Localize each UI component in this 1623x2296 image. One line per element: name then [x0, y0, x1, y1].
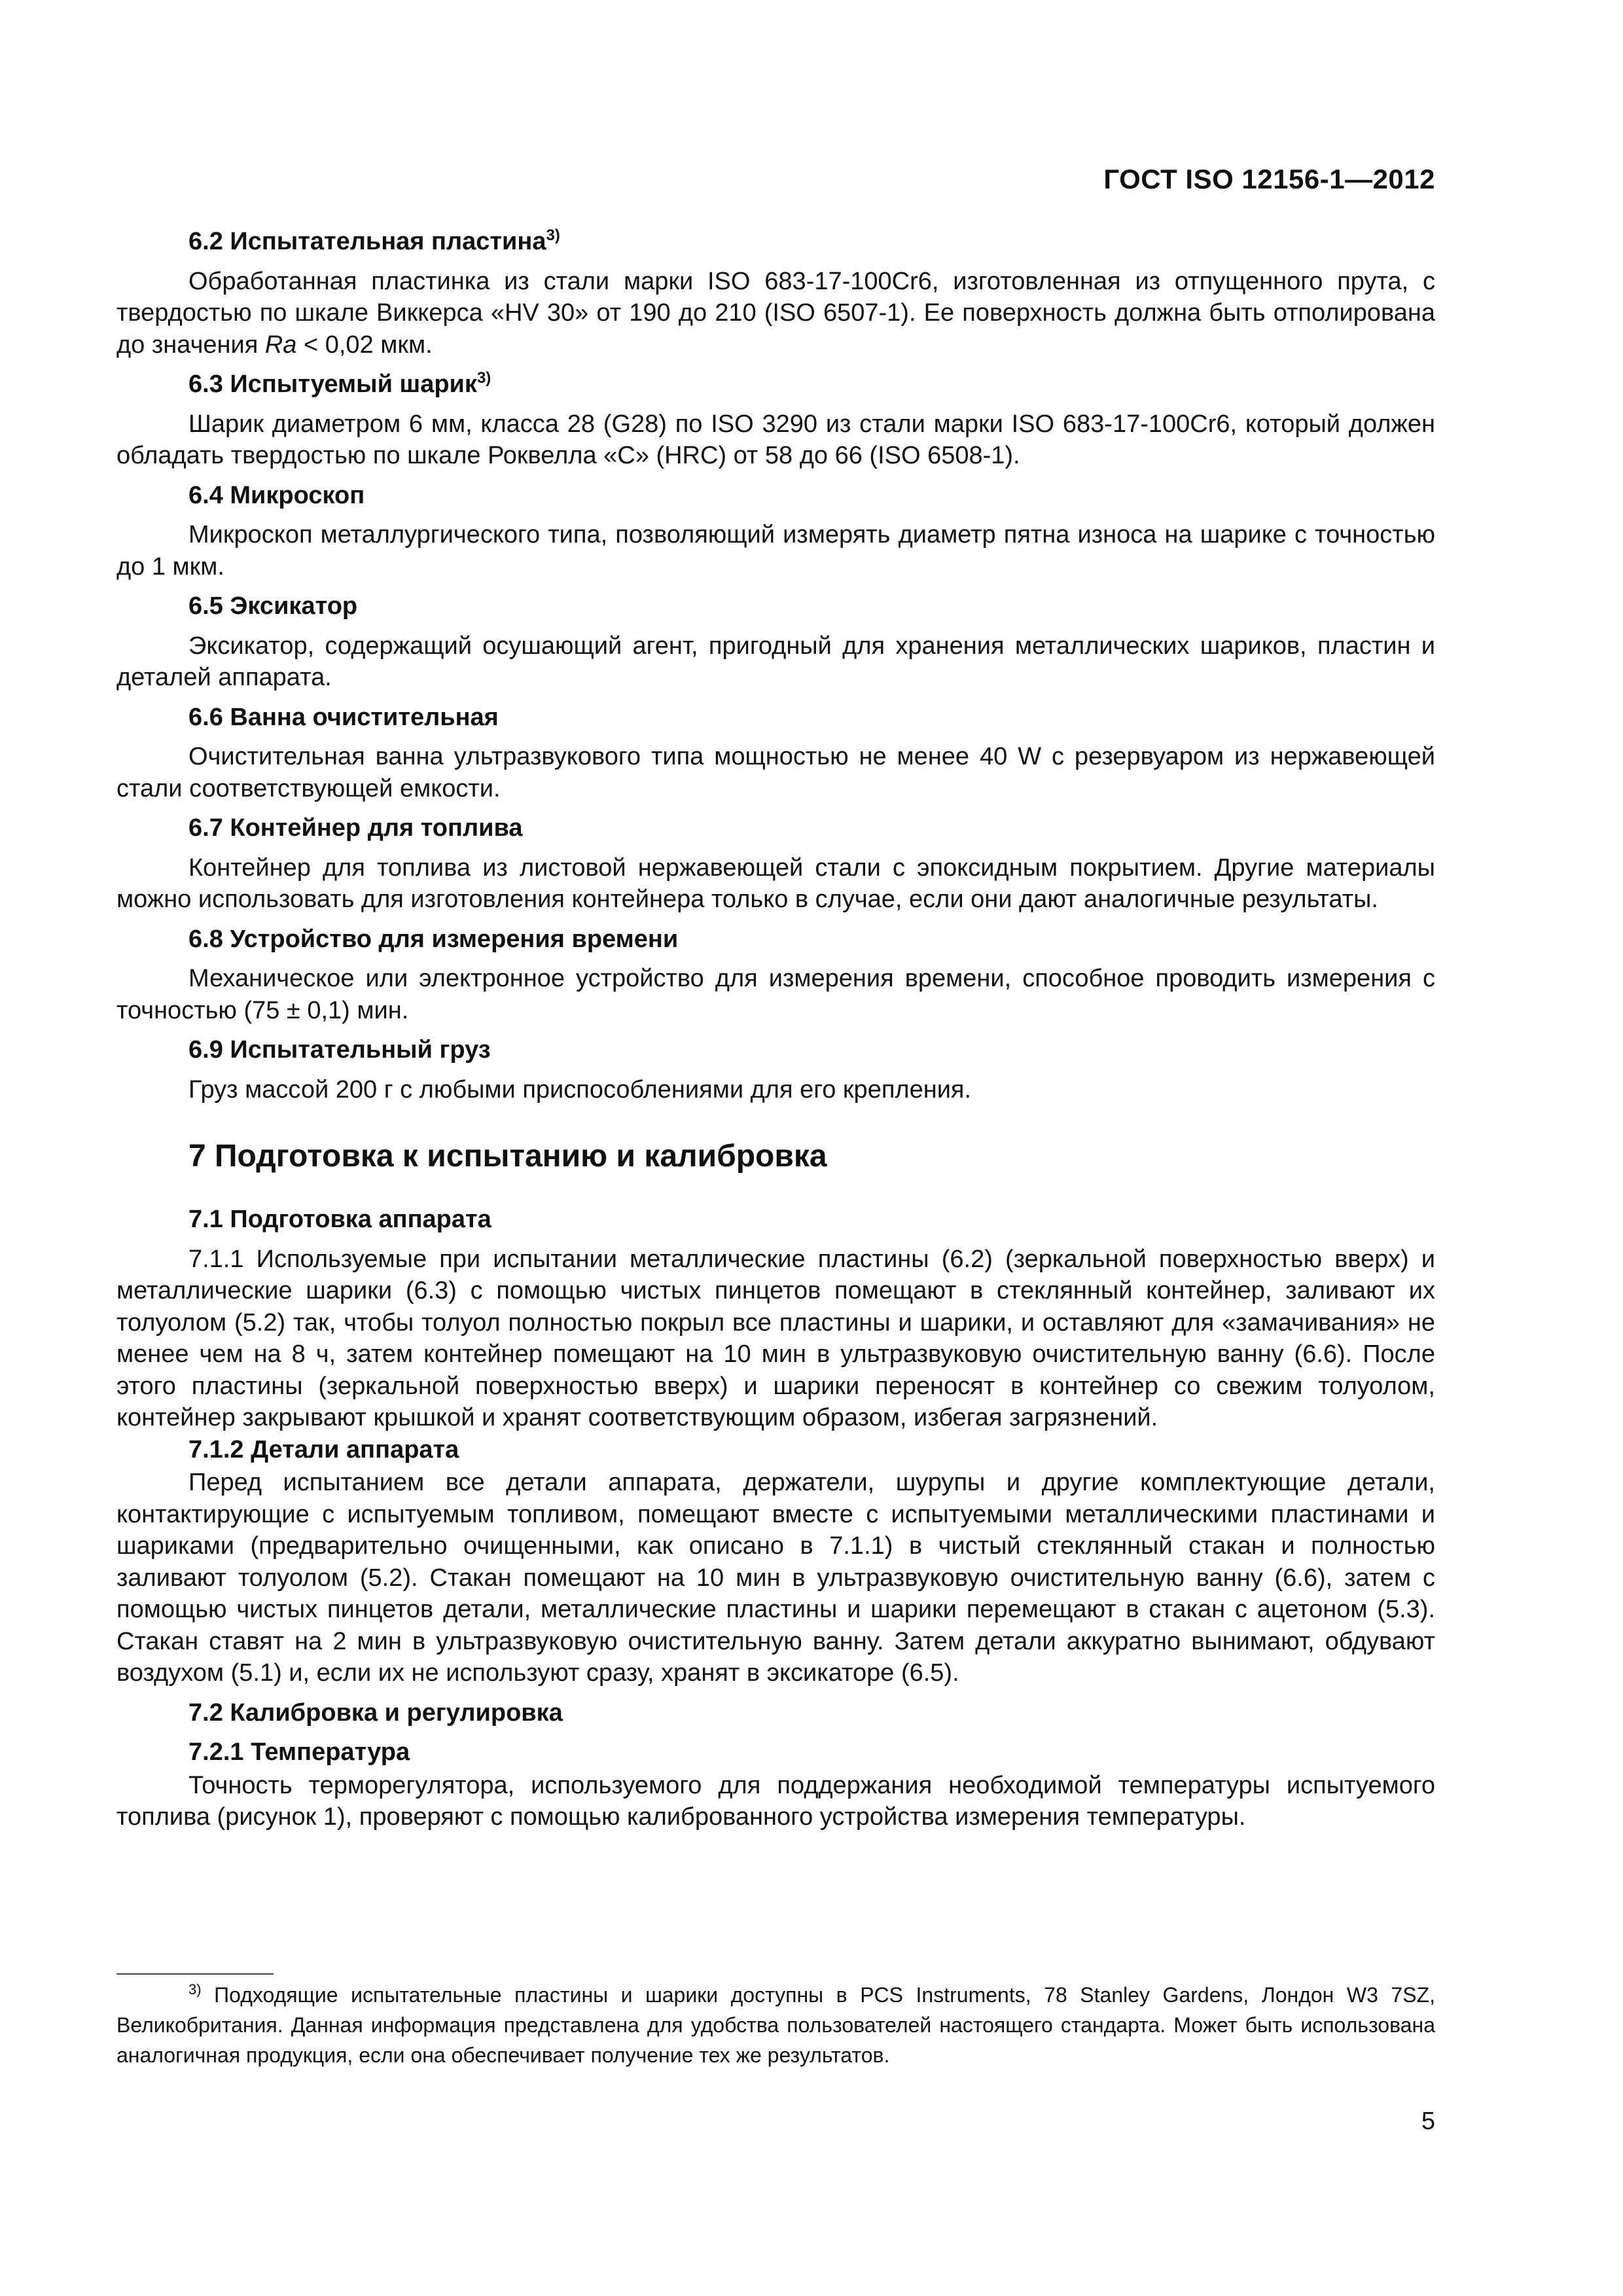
section-6-2-text [116, 266, 1435, 361]
section-7-heading: 7 Подготовка к испытанию и калибровка [188, 1139, 827, 1174]
section-6-8-heading: 6.8 Устройство для измерения времени [188, 925, 679, 953]
section-6-2-text-b: < 0,02 мкм. [296, 331, 433, 359]
section-6-2-heading-text: 6.2 Испытательная пластина [188, 228, 546, 255]
section-7-2-1-heading: 7.2.1 Температура [188, 1738, 410, 1766]
footnote-text-block [116, 1980, 1435, 2070]
section-6-9-text: Груз массой 200 г с любыми приспособлениями для его крепления. [188, 1075, 972, 1103]
section-6-2-text-a: Обработанная пластинка из стали марки ISO 683-17-100Cr6, изготовленная из отпущенного прута, с твердостью по шкале Виккерса «HV 30» от 190 до 210 (ISO 6507-1). Ее поверхность должна быть отполирована до значения [116, 267, 1435, 359]
section-6-9-heading: 6.9 Испытательный груз [188, 1036, 491, 1064]
footnote-ref-6-3: 3) [476, 369, 491, 387]
section-6-3-text: Шарик диаметром 6 мм, класса 28 (G28) по ISO 3290 из стали марки ISO 683-17-100Cr6, который должен обладать твердостью по шкале Роквелла «С» (HRC) от 58 до 66 (ISO 6508-1). [116, 410, 1435, 469]
section-6-5-text: Эксикатор, содержащий осушающий агент, пригодный для хранения металлических шариков, пластин и деталей аппарата. [116, 632, 1435, 691]
section-6-2-heading [116, 226, 1435, 258]
document-code-header: ГОСТ ISO 12156-1—2012 [1103, 164, 1435, 194]
section-6-7-heading: 6.7 Контейнер для топлива [188, 814, 523, 842]
section-6-4-heading: 6.4 Микроскоп [188, 481, 365, 509]
footnote-text: Подходящие испытательные пластины и шарики доступны в PCS Instruments, 78 Stanley Gardens, Лондон W3 7SZ, Великобритания. Данная информация представлена для удобства пользователей настоящего стандарта. Может быть использована аналогичная продукция, если она обеспечивает получение тех же результатов. [116, 1983, 1435, 2067]
footnote-divider [116, 1973, 274, 1975]
section-6-4-text: Микроскоп металлургического типа, позволяющий измерять диаметр пятна износа на шарике с точностью до 1 мкм. [116, 521, 1435, 581]
section-6-3-heading [116, 368, 1435, 401]
section-6-6-heading: 6.6 Ванна очистительная [188, 703, 499, 731]
section-6-8-text: Механическое или электронное устройство для измерения времени, способное проводить измерения с точностью (75 ± 0,1) мин. [116, 965, 1435, 1024]
footnote-ref-6-2: 3) [546, 226, 560, 244]
footnote [116, 1980, 1435, 2070]
section-7-1-2-heading: 7.1.2 Детали аппарата [188, 1435, 459, 1463]
section-7-2-1-text: Точность терморегулятора, используемого для поддержания необходимой температуры испытуемого топлива (рисунок 1), проверяют с помощью калиброванного устройства измерения температуры. [116, 1771, 1435, 1831]
section-6-5-heading: 6.5 Эксикатор [188, 592, 358, 620]
footnote-marker: 3) [188, 1981, 202, 1998]
roughness-symbol: Ra [264, 331, 297, 359]
section-6-6-text: Очистительная ванна ультразвукового типа мощностью не менее 40 W с резервуаром из нержавеющей стали соответствующей емкости. [116, 743, 1435, 802]
page-body [116, 226, 1435, 1833]
section-7-2-heading: 7.2 Калибровка и регулировка [188, 1698, 563, 1727]
section-6-3-heading-text: 6.3 Испытуемый шарик [188, 370, 477, 398]
page-number: 5 [1421, 2108, 1435, 2135]
section-7-1-2-text: Перед испытанием все детали аппарата, держатели, шурупы и другие комплектующие детали, контактирующие с испытуемым топливом, помещают вместе с испытуемыми металлическими пластинами и шариками (предварительно очищенными, как описано в 7.1.1) в чистый стеклянный стакан и полностью заливают толуолом (5.2). Стакан помещают на 10 мин в ультразвуковую очистительную ванну (6.6), затем с помощью чистых пинцетов детали, металлические пластины и шарики перемещают в стакан с ацетоном (5.3). Стакан ставят на 2 мин в ультразвуковую очистительную ванну. Затем детали аккуратно вынимают, обдувают воздухом (5.1) и, если их не используют сразу, хранят в эксикаторе (6.5). [116, 1469, 1435, 1687]
section-7-1-1-text: 7.1.1 Используемые при испытании металлические пластины (6.2) (зеркальной поверхностью вверх) и металлические шарики (6.3) с помощью чистых пинцетов помещают в стеклянный контейнер, заливают их толуолом (5.2) так, чтобы толуол полностью покрыл все пластины и шарики, и оставляют для «замачивания» не менее чем на 8 ч, затем контейнер помещают на 10 мин в ультразвуковую очистительную ванну (6.6). После этого пластины (зеркальной поверхностью вверх) и шарики переносят в контейнер со свежим толуолом, контейнер закрывают крышкой и хранят соответствующим образом, избегая загрязнений. [116, 1245, 1435, 1431]
section-6-7-text: Контейнер для топлива из листовой нержавеющей стали с эпоксидным покрытием. Другие материалы можно использовать для изготовления контейнера только в случае, если они дают аналогичные результаты. [116, 853, 1435, 913]
section-7-1-heading: 7.1 Подготовка аппарата [188, 1206, 491, 1233]
